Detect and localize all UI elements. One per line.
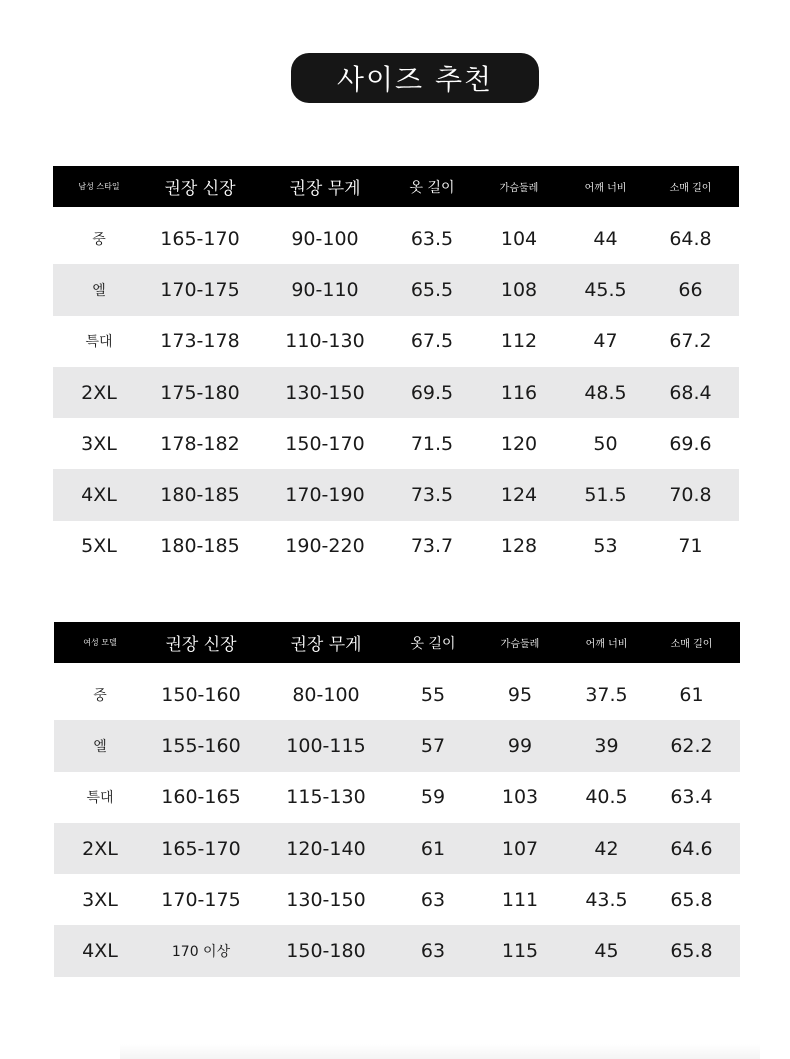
shoulder-cell: 48.5: [569, 367, 642, 418]
header-style: 남성 스타일: [53, 166, 145, 207]
sleeve-cell: 64.8: [669, 227, 712, 250]
shoulder-cell: 47: [593, 330, 618, 353]
length-cell: 57: [396, 720, 470, 771]
table-row: [54, 925, 740, 976]
header-chest: 가슴둘레: [469, 166, 569, 207]
shoulder-cell: 37.5: [585, 683, 628, 706]
height-cell: 165-170: [146, 823, 256, 874]
height-cell: 165-170: [160, 227, 240, 250]
sleeve-cell: 71: [678, 535, 703, 558]
height-cell: 178-182: [160, 432, 240, 455]
shoulder-cell: 45.5: [569, 264, 642, 315]
men-size-table: [53, 166, 739, 572]
women-size-table: [54, 622, 740, 977]
header-sleeve: 소매 길이: [643, 622, 740, 663]
header-style: 여성 모델: [54, 622, 146, 663]
shoulder-cell: 42: [570, 823, 643, 874]
women-table-body: [54, 663, 740, 977]
length-cell: 63: [420, 888, 446, 911]
size-cell: 2XL: [53, 367, 145, 418]
weight-cell: 130-150: [255, 367, 395, 418]
sleeve-cell: 61: [679, 683, 704, 706]
weight-cell: 150-180: [256, 925, 396, 976]
weight-cell: 80-100: [292, 683, 360, 706]
table-row: [53, 316, 739, 367]
table-row: [54, 874, 740, 925]
weight-cell: 150-170: [285, 432, 365, 455]
sleeve-cell: 67.2: [669, 330, 712, 353]
size-cell: 2XL: [54, 823, 146, 874]
shoulder-cell: 40.5: [585, 786, 628, 809]
page-title: 사이즈 추천: [291, 53, 539, 103]
weight-cell: 190-220: [285, 535, 365, 558]
chest-cell: 116: [469, 367, 569, 418]
size-cell: 엘: [53, 264, 145, 315]
weight-cell: 115-130: [286, 786, 366, 809]
table-row: [54, 772, 740, 823]
table-row: [53, 367, 739, 418]
sleeve-cell: 64.6: [643, 823, 740, 874]
chest-cell: 95: [507, 683, 533, 706]
size-cell: 5XL: [81, 535, 117, 558]
header-shoulder: 어깨 너비: [570, 622, 643, 663]
length-cell: 73.7: [410, 535, 454, 558]
sleeve-cell: 65.8: [670, 888, 713, 911]
chest-cell: 120: [500, 432, 538, 455]
chest-cell: 107: [470, 823, 570, 874]
length-cell: 73.5: [395, 469, 469, 520]
height-cell: 155-160: [146, 720, 256, 771]
weight-cell: 90-110: [255, 264, 395, 315]
sleeve-cell: 63.4: [670, 786, 713, 809]
table-header-row: [53, 166, 739, 207]
chest-cell: 115: [470, 925, 570, 976]
header-length: 옷 길이: [395, 166, 469, 207]
header-height: 권장 신장: [145, 166, 255, 207]
size-cell: 특대: [86, 790, 114, 807]
table-row: [53, 418, 739, 469]
shoulder-cell: 44: [593, 227, 618, 250]
length-cell: 63: [396, 925, 470, 976]
chest-cell: 112: [500, 330, 538, 353]
chest-cell: 124: [469, 469, 569, 520]
table-row: [53, 469, 739, 520]
sleeve-cell: 69.6: [669, 432, 712, 455]
table-row: [54, 663, 740, 720]
length-cell: 71.5: [410, 432, 454, 455]
length-cell: 67.5: [410, 330, 454, 353]
height-cell: 160-165: [161, 786, 241, 809]
length-cell: 69.5: [395, 367, 469, 418]
shoulder-cell: 45: [570, 925, 643, 976]
sleeve-cell: 66: [642, 264, 739, 315]
weight-cell: 130-150: [286, 888, 366, 911]
chest-cell: 104: [500, 227, 538, 250]
header-chest: 가슴둘레: [470, 622, 570, 663]
height-cell: 150-160: [161, 683, 241, 706]
height-cell: 170 이상: [146, 925, 256, 976]
table-row: [53, 207, 739, 264]
shoulder-cell: 39: [570, 720, 643, 771]
length-cell: 63.5: [410, 227, 454, 250]
height-cell: 173-178: [160, 330, 240, 353]
header-height: 권장 신장: [146, 622, 256, 663]
height-cell: 170-175: [161, 888, 241, 911]
size-cell: 엘: [54, 720, 146, 771]
length-cell: 61: [396, 823, 470, 874]
weight-cell: 110-130: [285, 330, 365, 353]
shoulder-cell: 53: [593, 535, 618, 558]
header-shoulder: 어깨 너비: [569, 166, 642, 207]
table-row: [53, 521, 739, 572]
height-cell: 180-185: [160, 535, 240, 558]
shoulder-cell: 50: [593, 432, 618, 455]
weight-cell: 90-100: [291, 227, 359, 250]
bottom-fade: [120, 1044, 760, 1059]
chest-cell: 111: [501, 888, 539, 911]
height-cell: 170-175: [145, 264, 255, 315]
chest-cell: 103: [501, 786, 539, 809]
size-cell: 3XL: [82, 888, 118, 911]
men-table-body: [53, 207, 739, 572]
height-cell: 180-185: [145, 469, 255, 520]
size-cell: 중: [93, 687, 107, 704]
weight-cell: 170-190: [255, 469, 395, 520]
header-length: 옷 길이: [396, 622, 470, 663]
sleeve-cell: 65.8: [643, 925, 740, 976]
chest-cell: 108: [469, 264, 569, 315]
weight-cell: 120-140: [256, 823, 396, 874]
shoulder-cell: 43.5: [585, 888, 628, 911]
table-row: [54, 823, 740, 874]
table-header-row: [54, 622, 740, 663]
weight-cell: 100-115: [256, 720, 396, 771]
size-cell: 특대: [85, 334, 113, 351]
sleeve-cell: 62.2: [643, 720, 740, 771]
height-cell: 175-180: [145, 367, 255, 418]
size-cell: 4XL: [53, 469, 145, 520]
chest-cell: 128: [500, 535, 538, 558]
header-weight: 권장 무게: [256, 622, 396, 663]
sleeve-cell: 70.8: [642, 469, 739, 520]
chest-cell: 99: [470, 720, 570, 771]
length-cell: 59: [420, 786, 446, 809]
length-cell: 65.5: [395, 264, 469, 315]
length-cell: 55: [420, 683, 446, 706]
table-row: [54, 720, 740, 771]
size-cell: 4XL: [54, 925, 146, 976]
header-sleeve: 소매 길이: [642, 166, 739, 207]
shoulder-cell: 51.5: [569, 469, 642, 520]
table-row: [53, 264, 739, 315]
size-cell: 중: [92, 231, 106, 248]
header-weight: 권장 무게: [255, 166, 395, 207]
size-cell: 3XL: [81, 432, 117, 455]
sleeve-cell: 68.4: [642, 367, 739, 418]
